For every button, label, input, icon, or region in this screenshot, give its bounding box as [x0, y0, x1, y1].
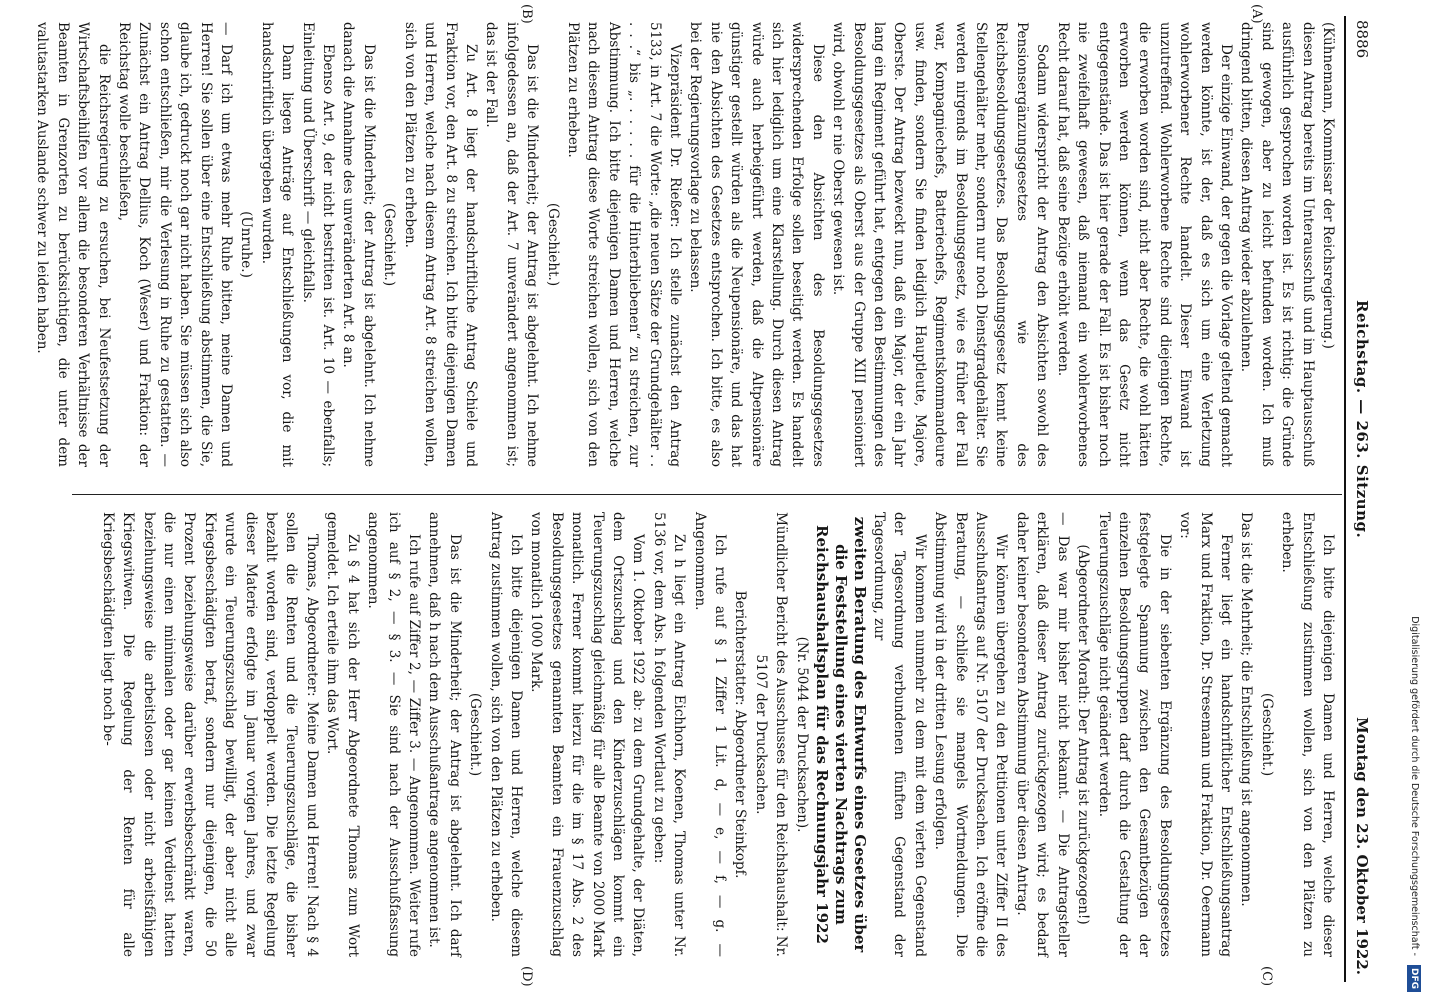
paragraph: — Darf ich um etwas mehr Ruhe bitten, meine Damen und Herren! Sie sollen über eine Entschließung abstimmen, die Sie, glaube ich, gedruckt noch gar nicht haben. Sie müssen sich also schon entschließen, mir die Verlesung in Ruhe zu gestatten. — Zunächst ein Antrag Dellius, Koch (Weser) und Fraktion: der Reichstag wolle beschließen, — [116, 22, 235, 467]
paragraph: Vizepräsident Dr. Rießer: Ich stelle zunächst den Antrag 5133, in Art. 7 die Worte: „die neuen Sätze der Grundgehälter . . . . .“ bis „. . . . . . für die Hinterbliebenen“ zu streichen, zur Abstimmung. Ich bitte diejenigen Damen und Herren, welche nach diesem Antrag diese Worte streichen wollen, sich von den Plätzen zu erheben. — [564, 22, 683, 467]
header-rule — [1344, 16, 1346, 982]
paragraph: Ebenso Art. 9, der nicht bestritten ist. Art. 10 — ebenfalls; Einleitung und Überschrift — gleichfalls. — [299, 22, 337, 467]
margin-marker-b: (B) — [519, 4, 534, 24]
dfg-logo: DFG — [1408, 965, 1422, 992]
motion-text: Die in der siebenten Ergänzung des Besoldungsgesetzes festgelegte Spannung zwischen den Gesamtbezügen der einzelnen Besoldungsgruppen darf durch die Gestaltung der Teuerungszuschläge nicht geändert werden. — [1095, 512, 1173, 957]
paragraph: Diese den Absichten des Besoldungsgesetzes widersprechenden Erfolge sollen beseitigt werden. Es handelt sich hier lediglich um eine Klarstellung. Durch diesen Antrag würde auch herbeigeführt werden, daß die Altpensionäre günstiger gestellt würden als die Neupensionäre, und das hat nie den Absichten des Gesetzes entsprochen. Ich bitte, es also bei der Regierungsvorlage zu belassen. — [687, 22, 826, 467]
paragraph: Das ist die Minderheit; der Antrag ist abgelehnt. Ich nehme danach die Annahme des unveränderten Art. 8 an. — [340, 22, 377, 467]
committee-report: Mündlicher Bericht des Ausschusses für den Reichshaushalt: Nr. 5107 der Drucksachen. — [752, 512, 790, 957]
paragraph: Ich bitte diejenigen Damen und Herren, welche diesem Antrag zustimmen wollen, sich von den Plätzen zu erheben. — [487, 512, 524, 957]
paragraph: Das ist die Minderheit; der Antrag ist abgelehnt. Ich nehme infolgedessen an, daß der Art. 7 unverändert angenommen ist; das ist der Fall. — [483, 22, 541, 467]
page-number: 8886 — [1353, 20, 1371, 59]
procedural-note: (Geschieht.) — [1258, 692, 1275, 777]
speaker-note: (Kühnemann, Kommissar der Reichsregierung.) — [1320, 22, 1336, 349]
motion-text: Vom 1. Oktober 1922 ab: zu dem Grundgehalte, der Diäten, dem Ortszuschlag und den Kinderzuschlägen kommt ein Teuerungszuschlag gleichmäßig für alle Beamte von 2000 Mark monatlich. Ferner kommt hierzu für die im § 17 Abs. 2 des Besoldungsgesetzes genannten Beamten ein Frauenzuschlag von monatlich 1000 Mark. — [528, 512, 647, 957]
running-header — [1348, 20, 1376, 975]
paragraph: Sodann widerspricht der Antrag den Absichten sowohl des Pensionsergänzungsgesetzes wie des Reichsbesoldungsgesetzes. Das Besoldungsgesetz kennt keine Stellengehälter mehr, sondern nur noch Dienstgradgehälter. Sie werden nirgends im Besoldungsgesetz, wie es früher der Fall war, Kompagniechefs, Batteriechefs, Regimentskommandeure usw. finden, sondern Sie finden lediglich Hauptleute, Majore, Oberste. Der Antrag bezweckt nun, daß ein Major, der ein Jahr lang ein Regiment geführt hat, entgegen den Bestimmungen des Besoldungsgesetzes als Oberst aus der Gruppe XIII pensioniert wird, obwohl er nie Oberst gewesen ist. — [830, 22, 1051, 467]
interjection: (Abgeordneter Morath: Der Antrag ist zurückgezogen!) — [1075, 544, 1092, 925]
procedural-note: (Geschieht.) — [381, 202, 398, 287]
left-text-column — [34, 22, 1338, 467]
speech-paragraph: Thomas, Abgeordneter: Meine Damen und Herren! Nach § 4 sollen die Renten und die Teuerungszuschläge, die bisher bezahlt worden sind, verdoppelt werden. Die letzte Regelung dieser Materie erfolgte im Januar vorigen Jahres, und zwar wurde ein Teuerungszuschlag bewilligt, der aber nicht alle Kriegsbeschädigten betraf, sondern nur diejenigen, die 50 Prozent beziehungsweise darüber erwerbsbeschränkt waren, die nur einen minimalen oder gar keinen Verdienst hatten beziehungsweise die arbeitslosen oder nicht arbeitsfähigen Kriegswitwen. Die Regelung der Renten für alle Kriegsbeschädigten liegt noch be- — [99, 512, 320, 957]
margin-marker-d: (D) — [519, 966, 534, 987]
paragraph: Ferner liegt ein handschriftlicher Entschließungsantrag Marx und Fraktion, Dr. Stresemann und Fraktion, Dr. Oeermann vor: — [1177, 512, 1234, 957]
procedural-note: (Geschieht.) — [544, 202, 561, 287]
digitization-watermark — [1404, 2, 1424, 992]
margin-marker-a: (A) — [1249, 4, 1264, 24]
margin-marker-c: (C) — [1259, 966, 1274, 987]
paragraph: Zu § 4 hat sich der Herr Abgeordnete Thomas zum Wort gemeldet. Ich erteile ihm das Wort. — [324, 512, 361, 957]
paragraph: Zu h liegt ein Antrag Eichhorn, Koenen, Thomas unter Nr. 5136 vor, dem Abs. h folgenden Wortlaut zu geben: — [650, 512, 688, 957]
paragraph: Wir können übergehen zu den Petitionen unter Ziffer II des Ausschußantrags auf Nr. 5107 der Drucksachen. Ich eröffne die Beratung, — schließe sie mangels Wortmeldungen. Die Abstimmung wird in der dritten Lesung erfolgen. — [932, 512, 1010, 957]
column-divider — [72, 494, 1342, 495]
procedural-note: (Unruhe.) — [238, 211, 255, 278]
paragraph: Wir kommen nunmehr zu dem mit dem vierten Gegenstand der Tagesordnung verbundenen fünften Gegenstand der Tagesordnung, zur — [871, 512, 928, 957]
paragraph: Ich rufe auf Ziffer 2, — Ziffer 3. — Angenommen. Weiter rufe ich auf § 2, — § 3. — Sie sind nach der Ausschußfassung angenommen. — [365, 512, 422, 957]
paragraph: Das ist die Mehrheit; die Entschließung ist angenommen. — [1238, 512, 1255, 907]
procedural-note: (Geschieht.) — [467, 692, 484, 777]
agenda-reference: (Nr. 5044 der Drucksachen). — [793, 636, 810, 833]
paragraph: — Das war mir bisher nicht bekannt. — Die Antragsteller erklären, daß dieser Antrag zurückgezogen wird; es bedarf daher keiner besonderen Abstimmung über diesen Antrag. — [1013, 512, 1071, 957]
header-date: Montag den 23. Oktober 1922. — [1353, 717, 1371, 975]
paragraph: Ich bitte diejenigen Damen und Herren, welche dieser Entschließung zustimmen wollen, sich von den Plätzen zu erheben. — [1279, 512, 1336, 957]
paragraph: diesen Antrag bereits im Unterausschuß und im Hauptausschuß ausführlich gesprochen worden ist. Es ist richtig: die Gründe sind gewogen, aber zu leicht befunden worden. Ich muß dringend bitten, diesen Antrag wieder abzulehnen. — [1238, 22, 1316, 467]
motion-text: die Reichsregierung zu ersuchen, bei Neufestsetzung der Wirtschaftsbeihilfen vor allem die besonderen Verhältnisse der Beamten in Grenzorten zu berücksichtigen, die unter dem valutastarken Auslande schwer zu leiden haben. — [34, 22, 112, 467]
rapporteur: Berichterstatter: Abgeordneter Steinkopf. — [732, 590, 749, 879]
paragraph: Das ist die Minderheit; der Antrag ist abgelehnt. Ich darf annehmen, daß h nach dem Ausschußantrage angenommen ist. — [426, 512, 463, 957]
paragraph: Zu Art. 8 liegt der handschriftliche Antrag Schiele und Fraktion vor, den Art. 8 zu streichen. Ich bitte diejenigen Damen und Herren, welche nach diesem Antrag Art. 8 streichen wollen, sich von den Plätzen zu erheben. — [401, 22, 479, 467]
paragraph: Der einzige Einwand, der gegen die Vorlage geltend gemacht werden könnte, ist der, daß es sich um eine Verletzung wohlerworbener Rechte handelt. Dieser Einwand ist unzutreffend. Wohlerworbene Rechte sind diejenigen Rechte, die erworben worden sind, nicht aber Rechte, die wohl hätten erworben werden können, wenn das Gesetz nicht entgegenstände. Das ist hier gerade der Fall. Es ist bisher noch nie zweifelhaft gewesen, daß niemand ein wohlerworbenes Recht darauf hat, daß seine Bezüge erhöht werden. — [1054, 22, 1234, 467]
paragraph: Ich rufe auf § 1 Ziffer 1 Lit. d, — e, — f, — g. — Angenommen. — [691, 512, 729, 957]
right-text-column — [68, 512, 1338, 957]
header-title: Reichstag. — 263. Sitzung. — [1353, 300, 1371, 539]
agenda-heading: zweiten Beratung des Entwurfs eines Gesetzes über die Feststellung eines vierten Nachtrags zum Reichshaushaltsplan für das Rechnungsjahr 1922 — [812, 516, 869, 953]
paragraph: Dann liegen Anträge auf Entschließungen vor, die mit handschriftlich übergeben wurden. — [258, 22, 296, 467]
watermark-text: Digitalisierung gefördert durch die Deutsche Forschungsgemeinschaft - — [1409, 616, 1420, 959]
